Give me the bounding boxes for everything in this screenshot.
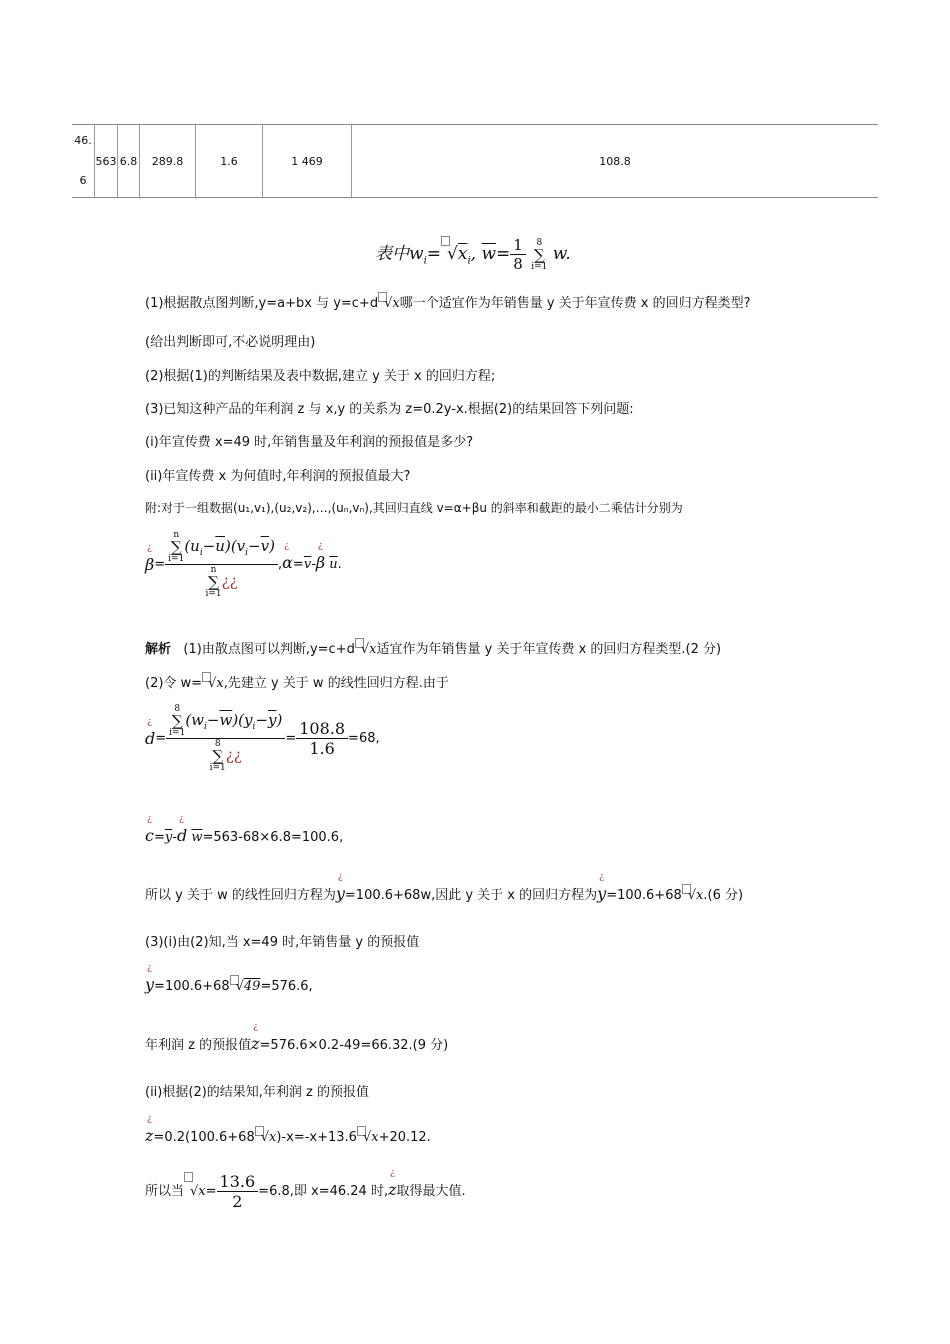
- question-2: (2)根据(1)的判断结果及表中数据,建立 y 关于 x 的回归方程;: [145, 369, 496, 384]
- z2-mid: )-x=-x+13.6: [276, 1130, 357, 1145]
- so1-text: 所以 y 关于 w 的线性回归方程为: [145, 888, 336, 903]
- d-result: =68,: [348, 731, 380, 746]
- last-mid: =6.8,即 x=46.24 时,: [258, 1184, 389, 1199]
- table-cell-1: [72, 125, 95, 197]
- table-cell-5: 1.6: [196, 125, 263, 197]
- z-expression: ¿ z=0.2(100.6+68 √x)-x=-x+13.6 √x+20.12.: [145, 1126, 431, 1145]
- final-conclusion: 所以当 √x= $\frac{13.6}{2}$ =6.8,即 x=46.24 时,¿ z取得最大值.: [145, 1172, 466, 1211]
- last-tail: 取得最大值.: [396, 1184, 466, 1199]
- solution-1-tail: 适宜作为年销售量 y 关于年宣传费 x 的回归方程类型.(2 分): [376, 642, 722, 657]
- c-formula-text: =563-68×6.8=100.6,: [202, 830, 344, 845]
- y-val: =100.6+68: [154, 979, 230, 994]
- table-note: 表中$w_i= √x_i$, $\overline{w}=$ $\frac{1}{8}$ 8 ∑ i=1 w.: [375, 236, 571, 273]
- solution-1-text: (1)由散点图可以判断,y=c+d: [183, 642, 355, 657]
- solution-2-tail: ,先建立 y 关于 w 的线性回归方程.由于: [223, 676, 449, 691]
- table-cell-7: 108.8: [599, 154, 631, 168]
- solution-label: 解析: [145, 642, 172, 657]
- last-text: 所以当: [145, 1184, 185, 1199]
- last-denominator: 2: [232, 1192, 243, 1211]
- y-prediction: ¿ y=100.6+68 √49=576.6,: [145, 975, 313, 994]
- z2-tail: +20.12.: [378, 1130, 431, 1145]
- beta-formula: ¿ β= n ∑ $i=1(u_i-\overline{u})(v_i-\overline{v})$ n ∑ i=1¿¿ ,¿ $\alpha=\overline{v}-¿$ β $\overline{u}$.: [145, 530, 342, 599]
- question-1-note: (给出判断即可,不必说明理由): [145, 335, 316, 350]
- solution-2-text: (2)令 w=: [145, 676, 203, 691]
- table-cell-6: 1 469: [263, 125, 352, 197]
- note-text: 表中w: [375, 244, 424, 264]
- so1-mid: =100.6+68w,因此 y 关于 x 的回归方程为: [344, 888, 598, 903]
- d-formula: ¿ d= 8 ∑ $i=1(w_i-\overline{w})(y_i-\overline{y})$ 8 ∑ i=1¿¿ = $\frac{108.8}{1.6}$ =68,: [145, 704, 380, 773]
- question-1: (1)根据散点图判断,y=a+bx 与 y=c+d √x哪一个适宜作为年销售量 y 关于年宣传费 x 的回归方程类型?: [145, 292, 751, 311]
- last-numerator: 13.6: [217, 1172, 259, 1192]
- z2: =0.2(100.6+68: [153, 1130, 255, 1145]
- solution-2: (2)令 w= √x,先建立 y 关于 w 的线性回归方程.由于: [145, 672, 449, 691]
- z-line: 年利润 z 的预报值: [145, 1038, 252, 1053]
- z-val: =576.6×0.2-49=66.32.(9 分): [259, 1038, 449, 1053]
- table-cell-2: 563: [95, 125, 118, 197]
- so1-end: =100.6+68: [606, 888, 682, 903]
- question-3-ii: (ii)年宣传费 x 为何值时,年利润的预报值最大?: [145, 469, 411, 484]
- y-val-tail: =576.6,: [260, 979, 313, 994]
- solution-regression: 所以 y 关于 w 的线性回归方程为¿ y=100.6+68w,因此 y 关于 x 的回归方程为¿ y=100.6+68 √x.(6 分): [145, 884, 743, 903]
- solution-3-ii: (ii)根据(2)的结果知,年利润 z 的预报值: [145, 1085, 370, 1100]
- appendix: 附:对于一组数据(u₁,v₁),(u₂,v₂),…,(uₙ,vₙ),其回归直线 v=α+βu 的斜率和截距的最小二乘估计分别为: [145, 501, 683, 515]
- solution-3-i: (3)(i)由(2)知,当 x=49 时,年销售量 y 的预报值: [145, 935, 420, 950]
- question-3: (3)已知这种产品的年利润 z 与 x,y 的关系为 z=0.2y-x.根据(2)的结果回答下列问题:: [145, 402, 634, 417]
- question-3-i: (i)年宣传费 x=49 时,年销售量及年利润的预报值是多少?: [145, 435, 474, 450]
- so1-tail: .(6 分): [703, 888, 744, 903]
- data-table: [72, 124, 878, 198]
- table-cell-4: 289.8: [140, 125, 196, 197]
- c-formula: ¿ $c=\overline{y}-¿$ d $\overline{w}=563-68\times 6.8=100.6$,: [145, 826, 343, 845]
- d-denominator: 1.6: [309, 739, 335, 758]
- d-numerator: 108.8: [296, 719, 348, 739]
- question-1-text: (1)根据散点图判断,y=a+bx 与 y=c+d: [145, 296, 379, 311]
- cell-1-top: 46.: [74, 134, 92, 147]
- table-cell-3: 6.8: [118, 125, 140, 197]
- note-tail: w.: [552, 244, 571, 264]
- solution-1: 解析 (1)由散点图可以判断,y=c+d √x适宜作为年销售量 y 关于年宣传费 x 的回归方程类型.(2 分): [145, 638, 721, 657]
- z-prediction: 年利润 z 的预报值¿ z=576.6×0.2-49=66.32.(9 分): [145, 1034, 448, 1053]
- question-1-tail: 哪一个适宜作为年销售量 y 关于年宣传费 x 的回归方程类型?: [399, 296, 751, 311]
- cell-1-bottom: 6: [79, 174, 87, 187]
